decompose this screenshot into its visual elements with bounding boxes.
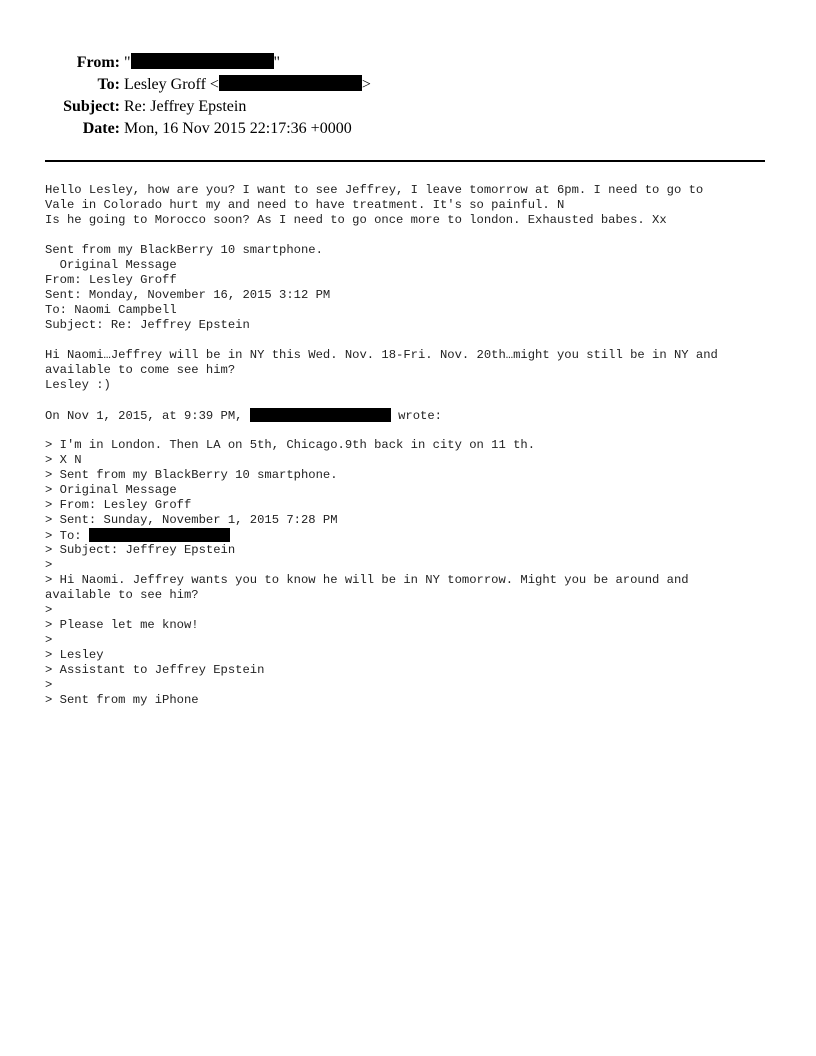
redaction-box bbox=[89, 528, 230, 542]
quoted-line: available to see him? bbox=[45, 588, 199, 602]
subject-row bbox=[0, 97, 816, 119]
to-value bbox=[124, 75, 371, 95]
body-line: Lesley :) bbox=[45, 378, 111, 392]
body-line: From: Lesley Groff bbox=[45, 273, 177, 287]
to-bracket-close: > bbox=[361, 76, 371, 93]
body-line: Is he going to Morocco soon? As I need to go once more to london. Exhausted babes. Xx bbox=[45, 213, 667, 227]
redaction-box bbox=[250, 408, 391, 422]
body-line: Hello Lesley, how are you? I want to see Jeffrey, I leave tomorrow at 6pm. I need to go to bbox=[45, 183, 704, 197]
body-line: Sent from my BlackBerry 10 smartphone. bbox=[45, 243, 323, 257]
quoted-line: > Assistant to Jeffrey Epstein bbox=[45, 663, 265, 677]
blank-line bbox=[45, 423, 775, 438]
from-quote-open: " bbox=[124, 54, 131, 71]
attribution-line bbox=[45, 408, 775, 423]
body-line: Vale in Colorado hurt my and need to have treatment. It's so painful. N bbox=[45, 198, 565, 212]
quoted-line: > Please let me know! bbox=[45, 618, 199, 632]
to-name: Lesley Groff < bbox=[124, 76, 219, 93]
quoted-line: > X N bbox=[45, 453, 82, 467]
body-line: available to come see him? bbox=[45, 363, 236, 377]
quoted-line: > I'm in London. Then LA on 5th, Chicago.9th back in city on 11 th. bbox=[45, 438, 536, 452]
quoted-line: > Sent from my iPhone bbox=[45, 693, 199, 707]
blank-line bbox=[45, 333, 775, 348]
quoted-line: > bbox=[45, 603, 53, 617]
to-row bbox=[0, 75, 816, 97]
body-line: Subject: Re: Jeffrey Epstein bbox=[45, 318, 250, 332]
email-body bbox=[45, 183, 775, 708]
quoted-line: > bbox=[45, 633, 53, 647]
attribution-prefix: On Nov 1, 2015, at 9:39 PM, bbox=[45, 409, 250, 423]
from-value bbox=[124, 53, 280, 73]
blank-line bbox=[45, 228, 775, 243]
quoted-line: > bbox=[45, 558, 53, 572]
from-label: From: bbox=[76, 54, 120, 71]
quoted-line: > Subject: Jeffrey Epstein bbox=[45, 543, 236, 557]
body-line: To: Naomi Campbell bbox=[45, 303, 177, 317]
quoted-line: > Sent: Sunday, November 1, 2015 7:28 PM bbox=[45, 513, 338, 527]
quoted-line: > Lesley bbox=[45, 648, 104, 662]
date-label: Date: bbox=[82, 120, 120, 137]
redaction-box bbox=[219, 75, 362, 91]
quoted-line: > Sent from my BlackBerry 10 smartphone. bbox=[45, 468, 338, 482]
to-label: To: bbox=[97, 76, 120, 93]
attribution-suffix: wrote: bbox=[390, 409, 442, 423]
body-line: Sent: Monday, November 16, 2015 3:12 PM bbox=[45, 288, 331, 302]
quoted-line bbox=[45, 528, 775, 543]
body-line: Hi Naomi…Jeffrey will be in NY this Wed. Nov. 18-Fri. Nov. 20th…might you still be in NY and bbox=[45, 348, 718, 362]
quoted-to-prefix: > To: bbox=[45, 529, 89, 543]
subject-value: Re: Jeffrey Epstein bbox=[124, 98, 247, 115]
email-header bbox=[0, 53, 816, 141]
quoted-line: > Original Message bbox=[45, 483, 177, 497]
redaction-box bbox=[131, 53, 274, 69]
quoted-line: > bbox=[45, 678, 53, 692]
quoted-line: > From: Lesley Groff bbox=[45, 498, 192, 512]
from-row bbox=[0, 53, 816, 75]
date-value: Mon, 16 Nov 2015 22:17:36 +0000 bbox=[124, 120, 352, 137]
date-row bbox=[0, 119, 816, 141]
body-line: Original Message bbox=[45, 258, 177, 272]
header-divider bbox=[45, 160, 765, 162]
subject-label: Subject: bbox=[63, 98, 120, 115]
blank-line bbox=[45, 393, 775, 408]
from-quote-close: " bbox=[273, 54, 281, 71]
quoted-line: > Hi Naomi. Jeffrey wants you to know he will be in NY tomorrow. Might you be around and bbox=[45, 573, 689, 587]
